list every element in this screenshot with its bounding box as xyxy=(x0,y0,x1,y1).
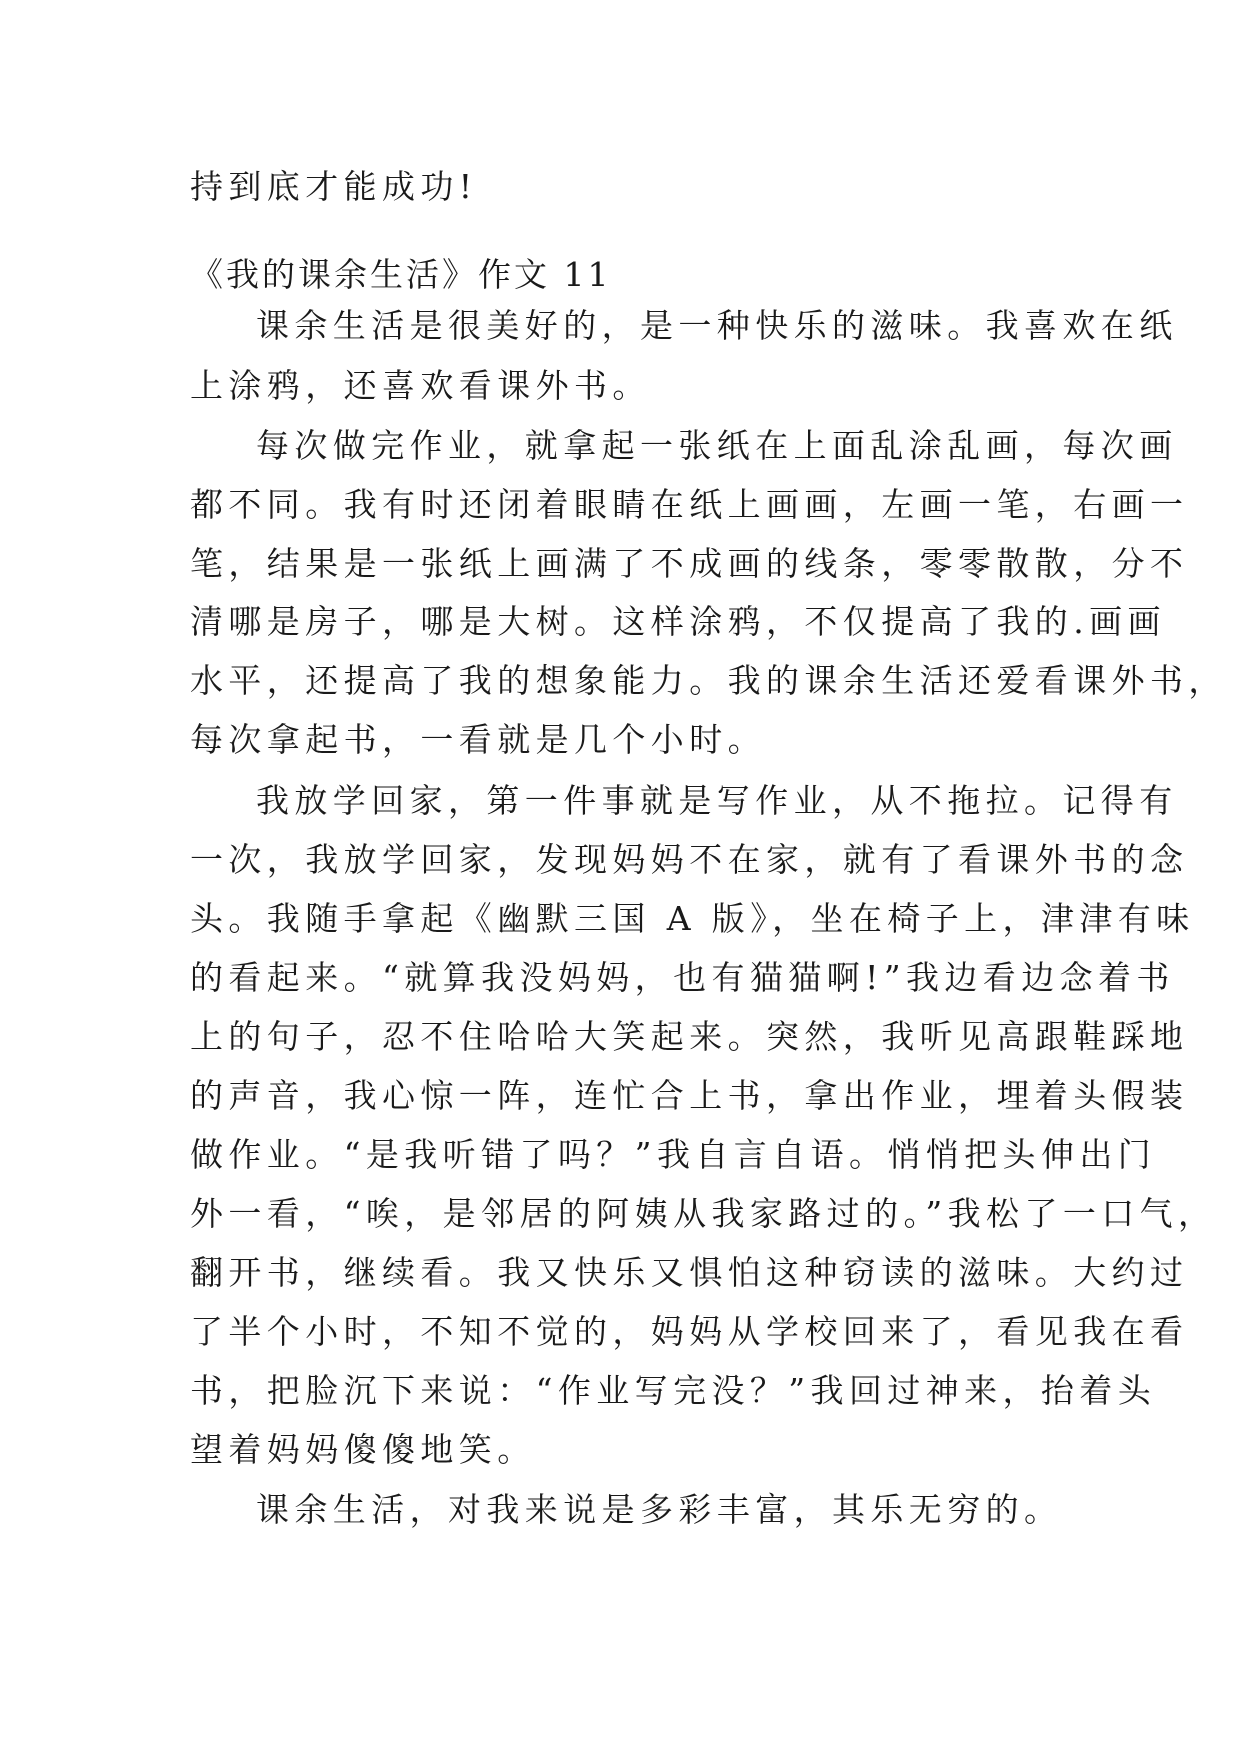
paragraph-3-line-5: 上的句子，忍不住哈哈大笑起来。突然，我听见高跟鞋踩地 xyxy=(190,1017,1189,1056)
paragraph-3-line-7: 做作业。“是我听错了吗？”我自言自语。悄悄把头伸出门 xyxy=(190,1135,1157,1174)
text-line-1: 持到底才能成功! xyxy=(190,167,478,206)
paragraph-3-line-2: 一次，我放学回家，发现妈妈不在家，就有了看课外书的念 xyxy=(190,840,1189,879)
paragraph-2-line-1: 每次做完作业，就拿起一张纸在上面乱涂乱画，每次画 xyxy=(256,426,1178,465)
paragraph-2-line-3: 笔，结果是一张纸上画满了不成画的线条，零零散散，分不 xyxy=(190,544,1189,583)
paragraph-3-line-9: 翻开书，继续看。我又快乐又惧怕这种窃读的滋味。大约过 xyxy=(190,1253,1189,1292)
paragraph-1-line-2: 上涂鸦，还喜欢看课外书。 xyxy=(190,366,651,405)
essay-title: 《我的课余生活》作文 11 xyxy=(190,255,612,294)
paragraph-4-line-1: 课余生活，对我来说是多彩丰富，其乐无穷的。 xyxy=(256,1490,1063,1529)
paragraph-3-line-11: 书，把脸沉下来说：“作业写完没？”我回过神来，抬着头 xyxy=(190,1371,1157,1410)
paragraph-3-line-12: 望着妈妈傻傻地笑。 xyxy=(190,1430,536,1469)
paragraph-2-line-6: 每次拿起书，一看就是几个小时。 xyxy=(190,720,766,759)
paragraph-3-line-8: 外一看，“唉，是邻居的阿姨从我家路过的。”我松了一口气， xyxy=(190,1194,1217,1233)
paragraph-3-line-3: 头。我随手拿起《幽默三国 A 版》，坐在椅子上，津津有味 xyxy=(190,899,1195,938)
paragraph-3-line-1: 我放学回家，第一件事就是写作业，从不拖拉。记得有 xyxy=(256,781,1178,820)
paragraph-3-line-10: 了半个小时，不知不觉的，妈妈从学校回来了，看见我在看 xyxy=(190,1312,1189,1351)
paragraph-2-line-4: 清哪是房子，哪是大树。这样涂鸦，不仅提高了我的.画画 xyxy=(190,602,1166,641)
paragraph-1-line-1: 课余生活是很美好的，是一种快乐的滋味。我喜欢在纸 xyxy=(256,306,1178,345)
paragraph-3-line-6: 的声音，我心惊一阵，连忙合上书，拿出作业，埋着头假装 xyxy=(190,1076,1189,1115)
paragraph-2-line-5: 水平，还提高了我的想象能力。我的课余生活还爱看课外书， xyxy=(190,661,1227,700)
paragraph-2-line-2: 都不同。我有时还闭着眼睛在纸上画画，左画一笔，右画一 xyxy=(190,485,1189,524)
paragraph-3-line-4: 的看起来。“就算我没妈妈，也有猫猫啊!”我边看边念着书 xyxy=(190,958,1175,997)
